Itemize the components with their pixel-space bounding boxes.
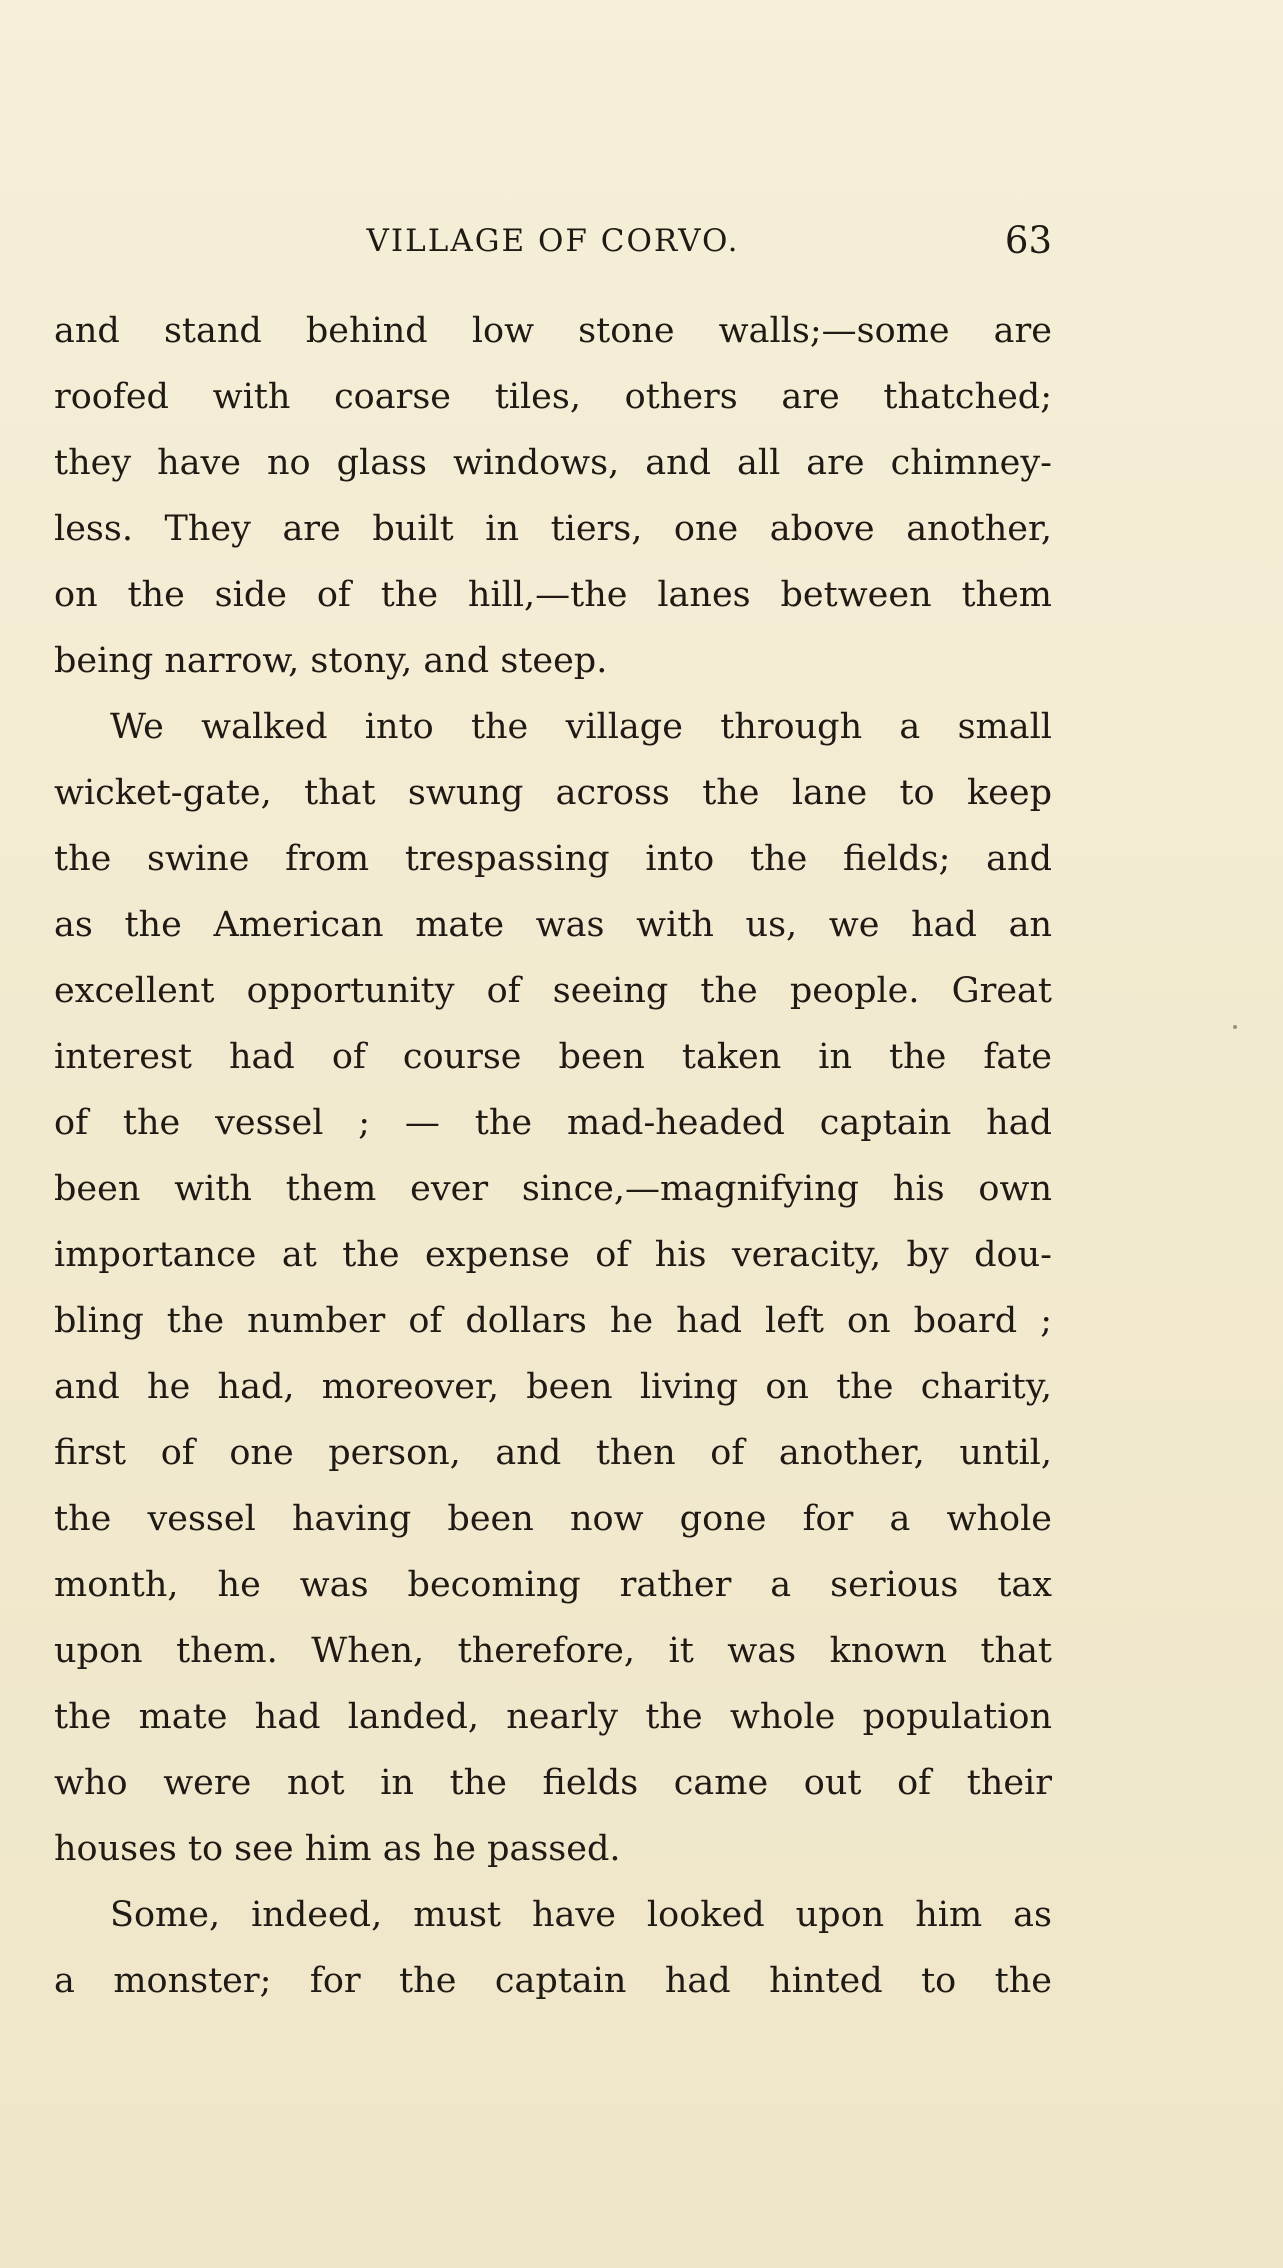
text-line: first of one person, and then of another, until, xyxy=(54,1433,1052,1473)
running-head xyxy=(54,216,1052,266)
text-line: of the vessel ; — the mad-headed captain had xyxy=(54,1103,1052,1143)
text-line: We walked into the village through a small xyxy=(110,707,1052,747)
running-title: VILLAGE OF CORVO. xyxy=(366,223,740,259)
text-line: bling the number of dollars he had left on board ; xyxy=(54,1301,1052,1341)
text-line: a monster; for the captain had hinted to the xyxy=(54,1961,1052,2001)
text-line: the vessel having been now gone for a whole xyxy=(54,1499,1052,1539)
text-line: being narrow, stony, and steep. xyxy=(54,641,608,681)
text-line: excellent opportunity of seeing the people. Great xyxy=(54,971,1052,1011)
page-number: 63 xyxy=(1004,219,1052,262)
paragraph xyxy=(54,1882,1052,2014)
text-line: interest had of course been taken in the fate xyxy=(54,1037,1052,1077)
text-line: importance at the expense of his veracity, by dou- xyxy=(54,1235,1052,1275)
text-line: and he had, moreover, been living on the charity, xyxy=(54,1367,1052,1407)
text-line: month, he was becoming rather a serious tax xyxy=(54,1565,1052,1605)
paper-speck xyxy=(1233,1025,1237,1029)
paragraph xyxy=(54,694,1052,1882)
text-line: Some, indeed, must have looked upon him as xyxy=(110,1895,1052,1935)
body-text xyxy=(54,298,1052,2014)
text-line: roofed with coarse tiles, others are thatched; xyxy=(54,377,1052,417)
text-line: upon them. When, therefore, it was known that xyxy=(54,1631,1052,1671)
text-line: houses to see him as he passed. xyxy=(54,1829,621,1869)
text-line: they have no glass windows, and all are chimney- xyxy=(54,443,1052,483)
text-line: as the American mate was with us, we had an xyxy=(54,905,1052,945)
text-line: wicket-gate, that swung across the lane to keep xyxy=(54,773,1052,813)
text-line: on the side of the hill,—the lanes between them xyxy=(54,575,1052,615)
text-line: the swine from trespassing into the fields; and xyxy=(54,839,1052,879)
text-line: and stand behind low stone walls;—some are xyxy=(54,311,1052,351)
text-line: less. They are built in tiers, one above another, xyxy=(54,509,1052,549)
text-line: who were not in the fields came out of their xyxy=(54,1763,1052,1803)
text-line: been with them ever since,—magnifying his own xyxy=(54,1169,1052,1209)
paragraph xyxy=(54,298,1052,694)
text-line: the mate had landed, nearly the whole population xyxy=(54,1697,1052,1737)
